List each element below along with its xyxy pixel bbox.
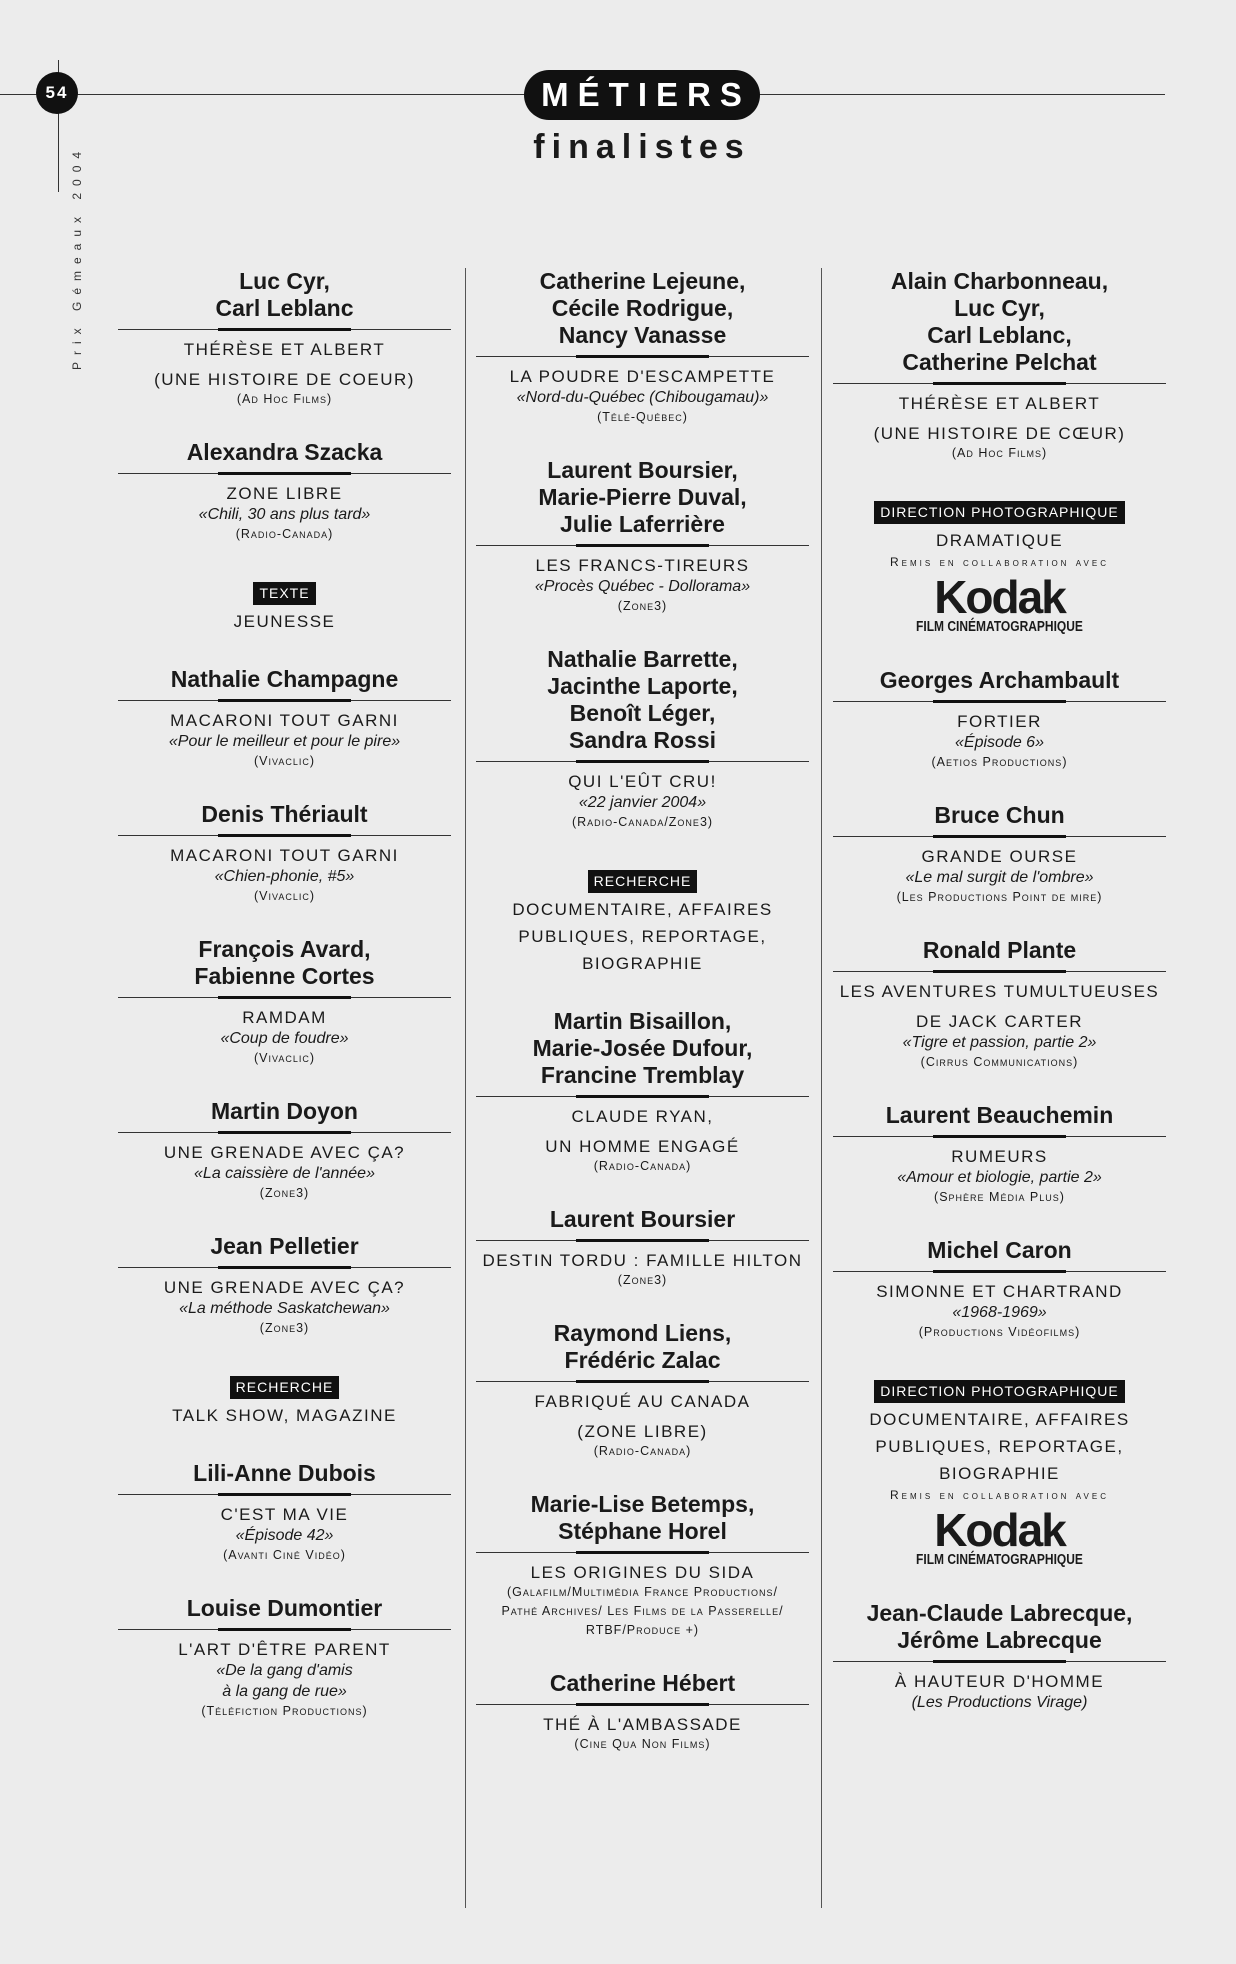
finalist-name: Michel Caron (927, 1237, 1072, 1263)
finalist-name: Jérôme Labrecque (897, 1627, 1102, 1653)
production-company: (Zone3) (617, 599, 668, 613)
name-divider (118, 1629, 451, 1630)
category-label-wrap (833, 501, 1166, 524)
kodak-wordmark: Kodak (934, 1504, 1065, 1556)
show-title: QUI L'EÛT CRU! (568, 772, 717, 791)
finalist-name: Laurent Boursier, (547, 457, 738, 483)
finalist-entry (118, 1595, 451, 1721)
column-divider (821, 268, 822, 1908)
show-title: LES ORIGINES DU SIDA (530, 1563, 755, 1582)
finalist-name: Luc Cyr, (954, 295, 1045, 321)
production-company: (Productions Vidéofilms) (918, 1325, 1081, 1339)
category-label-wrap (118, 582, 451, 605)
show-title: ZONE LIBRE (226, 484, 343, 503)
episode-title: «Chili, 30 ans plus tard» (198, 506, 371, 523)
finalist-name: Nathalie Barrette, (547, 646, 738, 672)
finalist-name: Cécile Rodrigue, (551, 295, 734, 321)
production-company: (Téléfiction Productions) (201, 1704, 368, 1718)
show-title: LES AVENTURES TUMULTUEUSES (839, 982, 1160, 1001)
finalist-name: Bruce Chun (934, 802, 1065, 828)
category-subtitle: BIOGRAPHIE (582, 954, 703, 973)
episode-title: «Tigre et passion, partie 2» (902, 1034, 1097, 1051)
finalist-name: Stéphane Horel (558, 1518, 727, 1544)
show-title: UNE GRENADE AVEC ÇA? (163, 1278, 406, 1297)
name-divider (118, 835, 451, 836)
category-label: RECHERCHE (230, 1376, 340, 1399)
finalist-entry (833, 802, 1166, 907)
kodak-wordmark: Kodak (934, 571, 1065, 623)
finalist-name: Georges Archambault (879, 667, 1120, 693)
finalist-name: Alexandra Szacka (186, 439, 383, 465)
production-company: (Cine Qua Non Films) (574, 1737, 711, 1751)
show-title: THÉRÈSE ET ALBERT (183, 340, 386, 359)
finalist-name: Catherine Hébert (549, 1670, 736, 1696)
name-divider (476, 1096, 809, 1097)
episode-title: «Coup de foudre» (220, 1030, 349, 1047)
show-title: (UNE HISTOIRE DE CŒUR) (873, 424, 1126, 443)
finalist-entry (833, 937, 1166, 1072)
show-title: (ZONE LIBRE) (577, 1422, 708, 1441)
name-divider (118, 1132, 451, 1133)
finalist-name: Fabienne Cortes (194, 963, 375, 989)
name-divider (118, 997, 451, 998)
name-divider (476, 761, 809, 762)
production-company: (Avanti Ciné Vidéo) (223, 1548, 346, 1562)
show-title: MACARONI TOUT GARNI (170, 846, 399, 865)
show-title: DESTIN TORDU : FAMILLE HILTON (482, 1251, 803, 1270)
finalist-entry (833, 268, 1166, 463)
category-block (833, 1380, 1166, 1566)
category-subtitle: DRAMATIQUE (935, 531, 1064, 550)
episode-title: «Nord-du-Québec (Chibougamau)» (516, 389, 769, 406)
name-divider (833, 1661, 1166, 1662)
finalist-name: Jean-Claude Labrecque, (866, 1600, 1133, 1626)
episode-title: «Épisode 6» (955, 734, 1044, 751)
finalist-entry (118, 1460, 451, 1565)
finalist-name: Sandra Rossi (569, 727, 716, 753)
episode-title: «La caissière de l'année» (194, 1165, 375, 1182)
show-title: CLAUDE RYAN, (571, 1107, 714, 1126)
production-company: (Ad Hoc Films) (951, 446, 1048, 460)
finalist-name: Alain Charbonneau, (890, 268, 1109, 294)
kodak-tagline: FILM CINÉMATOGRAPHIQUE (916, 1550, 1083, 1568)
finalist-name: Francine Tremblay (540, 1062, 745, 1088)
finalist-entry (476, 1008, 809, 1176)
finalist-entry (476, 1320, 809, 1461)
category-label: DIRECTION PHOTOGRAPHIQUE (874, 501, 1124, 524)
finalist-name: Laurent Boursier (549, 1206, 736, 1232)
production-company: (Vivaclic) (253, 889, 315, 903)
name-divider (118, 1494, 451, 1495)
page-number: 54 (36, 72, 78, 114)
show-title: MACARONI TOUT GARNI (170, 711, 399, 730)
show-title: (UNE HISTOIRE DE COEUR) (154, 370, 415, 389)
episode-title: «De la gang d'amis (216, 1662, 353, 1679)
finalist-name: Martin Bisaillon, (553, 1008, 732, 1034)
category-block (118, 582, 451, 632)
sponsor-note: Remis en collaboration avec (890, 1488, 1109, 1502)
sponsor-note: Remis en collaboration avec (890, 555, 1109, 569)
show-title: RUMEURS (951, 1147, 1048, 1166)
name-divider (833, 701, 1166, 702)
finalist-name: Nancy Vanasse (558, 322, 727, 348)
name-divider (833, 836, 1166, 837)
production-company: (Ad Hoc Films) (236, 392, 333, 406)
show-title: LES FRANCS-TIREURS (535, 556, 750, 575)
finalist-name: Carl Leblanc (215, 295, 354, 321)
show-title: UN HOMME ENGAGÉ (545, 1137, 740, 1156)
finalist-entry (476, 646, 809, 832)
name-divider (833, 1271, 1166, 1272)
finalist-name: Denis Thériault (201, 801, 368, 827)
category-subtitle: PUBLIQUES, REPORTAGE, (875, 1437, 1124, 1456)
category-block (833, 501, 1166, 633)
section-subtitle: finalistes (533, 128, 751, 166)
finalist-name: Laurent Beauchemin (885, 1102, 1114, 1128)
episode-title: «Le mal surgit de l'ombre» (905, 869, 1094, 886)
production-company: (Radio-Canada) (235, 527, 334, 541)
finalist-entry (833, 1237, 1166, 1342)
finalist-entry (476, 1491, 809, 1640)
finalist-entry (118, 801, 451, 906)
finalist-entry (118, 936, 451, 1068)
name-divider (833, 383, 1166, 384)
name-divider (476, 1240, 809, 1241)
finalist-name: Catherine Pelchat (902, 349, 1097, 375)
name-divider (476, 545, 809, 546)
kodak-tagline: FILM CINÉMATOGRAPHIQUE (916, 617, 1083, 635)
finalist-name: Luc Cyr, (239, 268, 330, 294)
column-divider (465, 268, 466, 1908)
finalist-entry (118, 439, 451, 544)
finalist-name: Marie-Lise Betemps, (530, 1491, 755, 1517)
show-title: LA POUDRE D'ESCAMPETTE (509, 367, 776, 386)
name-divider (476, 1704, 809, 1705)
production-company: (Zone3) (617, 1273, 668, 1287)
finalist-name: Julie Laferrière (560, 511, 725, 537)
production-company: (Radio-Canada/Zone3) (571, 815, 714, 829)
finalist-name: Frédéric Zalac (564, 1347, 721, 1373)
episode-title: «Épisode 42» (235, 1527, 334, 1544)
category-subtitle: PUBLIQUES, REPORTAGE, (518, 927, 767, 946)
production-company: (Radio-Canada) (593, 1159, 692, 1173)
name-divider (118, 473, 451, 474)
show-title: THÉRÈSE ET ALBERT (898, 394, 1101, 413)
category-label-wrap (833, 1380, 1166, 1403)
finalist-name: François Avard, (198, 936, 371, 962)
show-title: GRANDE OURSE (921, 847, 1078, 866)
finalist-entry (118, 666, 451, 771)
name-divider (833, 1136, 1166, 1137)
show-title: À HAUTEUR D'HOMME (894, 1672, 1105, 1691)
finalist-entry (833, 1600, 1166, 1713)
production-company: (Vivaclic) (253, 1051, 315, 1065)
show-title: THÉ À L'AMBASSADE (543, 1715, 742, 1734)
finalist-entry (476, 268, 809, 427)
category-subtitle: DOCUMENTAIRE, AFFAIRES (869, 1410, 1130, 1429)
column-1 (118, 268, 451, 1751)
name-divider (118, 700, 451, 701)
episode-title: «Procès Québec - Dollorama» (534, 578, 751, 595)
column-2 (476, 268, 809, 1784)
name-divider (476, 1552, 809, 1553)
show-title: RAMDAM (242, 1008, 327, 1027)
show-title: L'ART D'ÊTRE PARENT (178, 1640, 391, 1659)
show-title: FORTIER (957, 712, 1042, 731)
category-block (476, 870, 809, 974)
category-label: DIRECTION PHOTOGRAPHIQUE (874, 1380, 1124, 1403)
production-company: (Radio-Canada) (593, 1444, 692, 1458)
episode-title: «22 janvier 2004» (578, 794, 707, 811)
finalist-name: Martin Doyon (211, 1098, 358, 1124)
finalist-name: Nathalie Champagne (170, 666, 399, 692)
production-company: (Aetios Productions) (931, 755, 1068, 769)
finalist-entry (118, 1098, 451, 1203)
finalist-name: Marie-Pierre Duval, (538, 484, 747, 510)
episode-title: à la gang de rue» (222, 1683, 347, 1700)
name-divider (118, 329, 451, 330)
episode-title: «Pour le meilleur et pour le pire» (168, 733, 401, 750)
name-divider (833, 971, 1166, 972)
episode-title: «Chien-phonie, #5» (214, 868, 355, 885)
production-company: (Cirrus Communications) (920, 1055, 1079, 1069)
category-subtitle: JEUNESSE (233, 612, 336, 631)
finalist-name: Ronald Plante (922, 937, 1077, 963)
finalist-name: Jacinthe Laporte, (547, 673, 738, 699)
finalist-entry (476, 1206, 809, 1290)
episode-title: (Les Productions Virage) (911, 1694, 1088, 1711)
side-text: Prix Gémeaux 2004 (70, 144, 84, 370)
category-subtitle: DOCUMENTAIRE, AFFAIRES (512, 900, 773, 919)
finalist-name: Catherine Lejeune, (539, 268, 746, 294)
production-company: (Télé-Québec) (597, 410, 688, 424)
production-company: (Zone3) (259, 1186, 310, 1200)
category-subtitle: TALK SHOW, MAGAZINE (172, 1406, 397, 1425)
kodak-logo (833, 1504, 1166, 1568)
section-title: MÉTIERS (524, 70, 760, 120)
category-label-wrap (476, 870, 809, 893)
finalist-entry (476, 1670, 809, 1754)
finalist-name: Lili-Anne Dubois (193, 1460, 376, 1486)
finalist-name: Louise Dumontier (186, 1595, 383, 1621)
column-3 (833, 268, 1166, 1743)
episode-title: «1968-1969» (952, 1304, 1047, 1321)
name-divider (476, 1381, 809, 1382)
finalist-name: Jean Pelletier (210, 1233, 359, 1259)
production-company: (Sphère Média Plus) (934, 1190, 1065, 1204)
production-company: (Les Productions Point de mire) (896, 890, 1103, 904)
finalist-name: Raymond Liens, (553, 1320, 732, 1346)
kodak-logo (833, 571, 1166, 635)
show-title: FABRIQUÉ AU CANADA (534, 1392, 751, 1411)
show-title: DE JACK CARTER (915, 1012, 1084, 1031)
production-company: (Zone3) (259, 1321, 310, 1335)
category-block (118, 1376, 451, 1426)
show-title: UNE GRENADE AVEC ÇA? (163, 1143, 406, 1162)
finalist-entry (833, 1102, 1166, 1207)
name-divider (118, 1267, 451, 1268)
finalist-name: Carl Leblanc, (927, 322, 1072, 348)
show-title: SIMONNE ET CHARTRAND (876, 1282, 1123, 1301)
finalist-entry (476, 457, 809, 616)
episode-title: «La méthode Saskatchewan» (179, 1300, 390, 1317)
show-title: C'EST MA VIE (220, 1505, 349, 1524)
category-label-wrap (118, 1376, 451, 1399)
production-company: RTBF/Produce +) (585, 1623, 700, 1637)
finalist-entry (118, 1233, 451, 1338)
finalist-entry (833, 667, 1166, 772)
episode-title: «Amour et biologie, partie 2» (897, 1169, 1102, 1186)
category-subtitle: BIOGRAPHIE (939, 1464, 1060, 1483)
production-company: (Galafilm/Multimédia France Productions/ (506, 1585, 779, 1599)
production-company: (Vivaclic) (253, 754, 315, 768)
finalist-entry (118, 268, 451, 409)
finalist-name: Benoît Léger, (569, 700, 716, 726)
category-label: TEXTE (253, 582, 315, 605)
name-divider (476, 356, 809, 357)
category-label: RECHERCHE (588, 870, 698, 893)
production-company: Pathé Archives/ Les Films de la Passerelle/ (501, 1604, 784, 1618)
finalist-name: Marie-Josée Dufour, (532, 1035, 753, 1061)
